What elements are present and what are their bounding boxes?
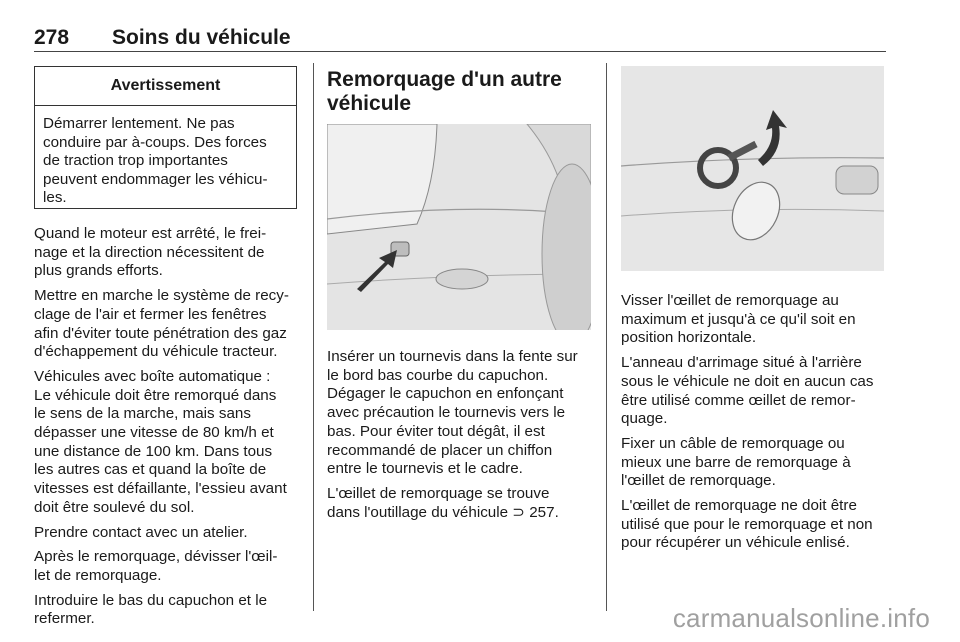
column-divider-2	[606, 63, 607, 611]
column-divider-1	[313, 63, 314, 611]
paragraph: Quand le moteur est arrêté, le frei- nage et la direction nécessitent de plus grands efforts.	[34, 225, 267, 280]
warning-line: de traction trop importantes	[43, 152, 228, 169]
figure-towing-eye	[621, 66, 884, 271]
warning-text	[35, 106, 296, 208]
paragraph: Après le remorquage, dévisser l'œil- let de remorquage.	[34, 548, 278, 584]
warning-line: peuvent endommager les véhicu-	[43, 170, 268, 188]
page-number: 278	[34, 26, 70, 49]
paragraph: L'anneau d'arrimage situé à l'arrière sous le véhicule ne doit en aucun cas être utilisé comme œillet de remor- quage.	[621, 354, 874, 428]
paragraph: L'œillet de remorquage ne doit être utilisé que pour le remorquage et non pour récupérer un véhicule enlisé.	[621, 497, 873, 552]
bumper-illustration	[327, 124, 591, 330]
page-header	[34, 26, 886, 50]
warning-line: Démarrer lentement. Ne pas	[43, 115, 235, 132]
page-ref-link[interactable]: 257.	[525, 503, 559, 521]
page-ref-icon: ⊃	[512, 503, 526, 521]
warning-line: conduire par à-coups. Des forces	[43, 133, 267, 151]
warning-line: les.	[43, 189, 67, 206]
section-title: Remorquage d'un autre véhicule	[327, 68, 562, 115]
figure-capuchon-bumper	[327, 124, 591, 330]
warning-title: Avertissement	[35, 67, 296, 106]
page-title: Soins du véhicule	[112, 26, 291, 49]
paragraph: Insérer un tournevis dans la fente sur le bord bas courbe du capuchon. Dégager le capuchon en enfonçant avec précaution le tournevis vers le bas. Pour éviter tout dégât, il est recommandé de placer un chiffon entre le tournevis et le cadre.	[327, 348, 578, 478]
towing-eye-illustration	[621, 66, 884, 271]
paragraph: Mettre en marche le système de recy- clage de l'air et fermer les fenêtres afin d'éviter toute pénétration des gaz d'échappement du véhicule tracteur.	[34, 287, 289, 361]
warning-box	[34, 66, 297, 209]
paragraph: Véhicules avec boîte automatique : Le véhicule doit être remorqué dans le sens de la marche, mais sans dépasser une vitesse de 80 km/h et une distance de 100 km. Dans tous les autres cas et quand la boîte de vitesses est défaillante, l'essieu avant doit être soulevé du sol.	[34, 367, 287, 516]
column-2-text	[327, 348, 599, 528]
paragraph: Visser l'œillet de remorquage au maximum et jusqu'à ce qu'il soit en position horizontale.	[621, 292, 856, 347]
paragraph: Introduire le bas du capuchon et le refermer.	[34, 591, 268, 628]
column-3-text	[621, 292, 891, 559]
header-rule	[34, 51, 886, 52]
paragraph: Prendre contact avec un atelier.	[34, 523, 248, 541]
paragraph: Fixer un câble de remorquage ou mieux une barre de remorquage à l'œillet de remorquage.	[621, 434, 851, 490]
column-1-text	[34, 225, 306, 635]
watermark: carmanualsonline.info	[672, 603, 930, 633]
paragraph: L'œillet de remorquage se trouve dans l'outillage du véhicule ⊃ 257.	[327, 484, 559, 521]
